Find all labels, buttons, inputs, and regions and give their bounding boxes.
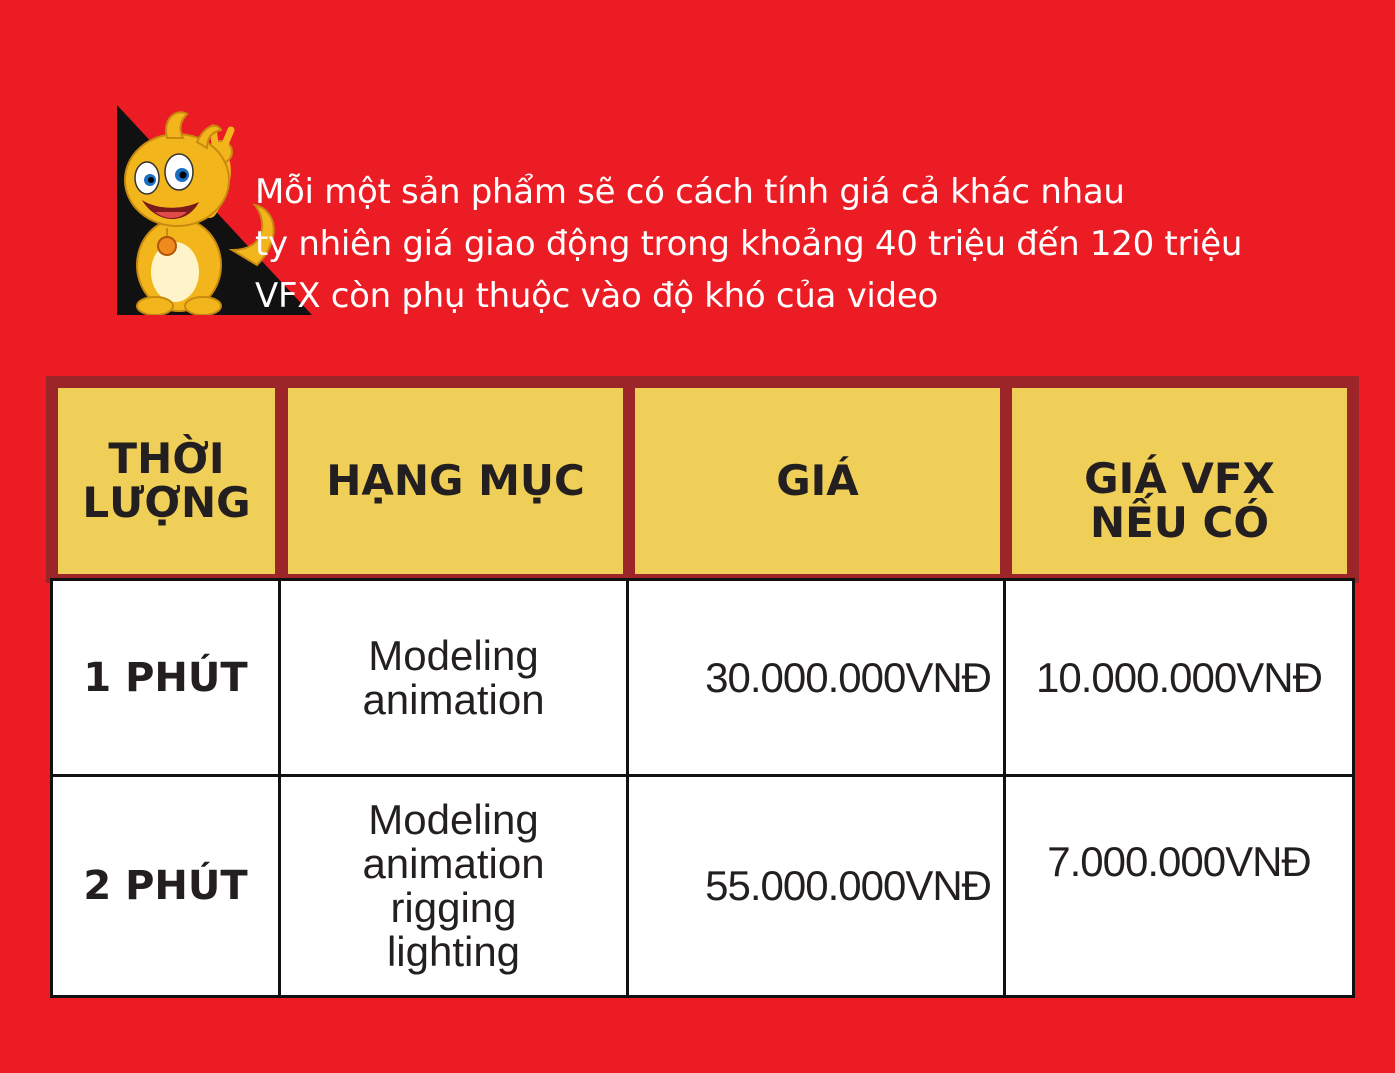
intro-line: VFX còn phụ thuộc vào độ khó của video <box>255 276 938 316</box>
header-price: GIÁ <box>635 388 1000 574</box>
row1-duration: 1 PHÚT <box>83 654 248 701</box>
header-vfx-price: GIÁ VFX NẾU CÓ <box>1012 388 1347 574</box>
row2-category: Modeling animation rigging lighting <box>362 796 545 975</box>
intro-line: ty nhiên giá giao động trong khoảng 40 triệu đến 120 triệu <box>255 224 1243 264</box>
row1-vfx-price: 10.000.000VNĐ <box>1036 653 1322 701</box>
intro-line: Mỗi một sản phẩm sẽ có cách tính giá cả khác nhau <box>255 172 1125 212</box>
row1-category: Modeling animation <box>362 631 545 723</box>
header-category: HẠNG MỤC <box>288 388 623 574</box>
row1-price: 30.000.000VNĐ <box>705 653 991 701</box>
row2-price: 55.000.000VNĐ <box>705 862 991 909</box>
row2-duration: 2 PHÚT <box>83 863 248 909</box>
header-duration: THỜI LƯỢNG <box>58 388 275 574</box>
intro-text <box>255 166 1242 322</box>
row2-vfx-price: 7.000.000VNĐ <box>1047 838 1311 885</box>
